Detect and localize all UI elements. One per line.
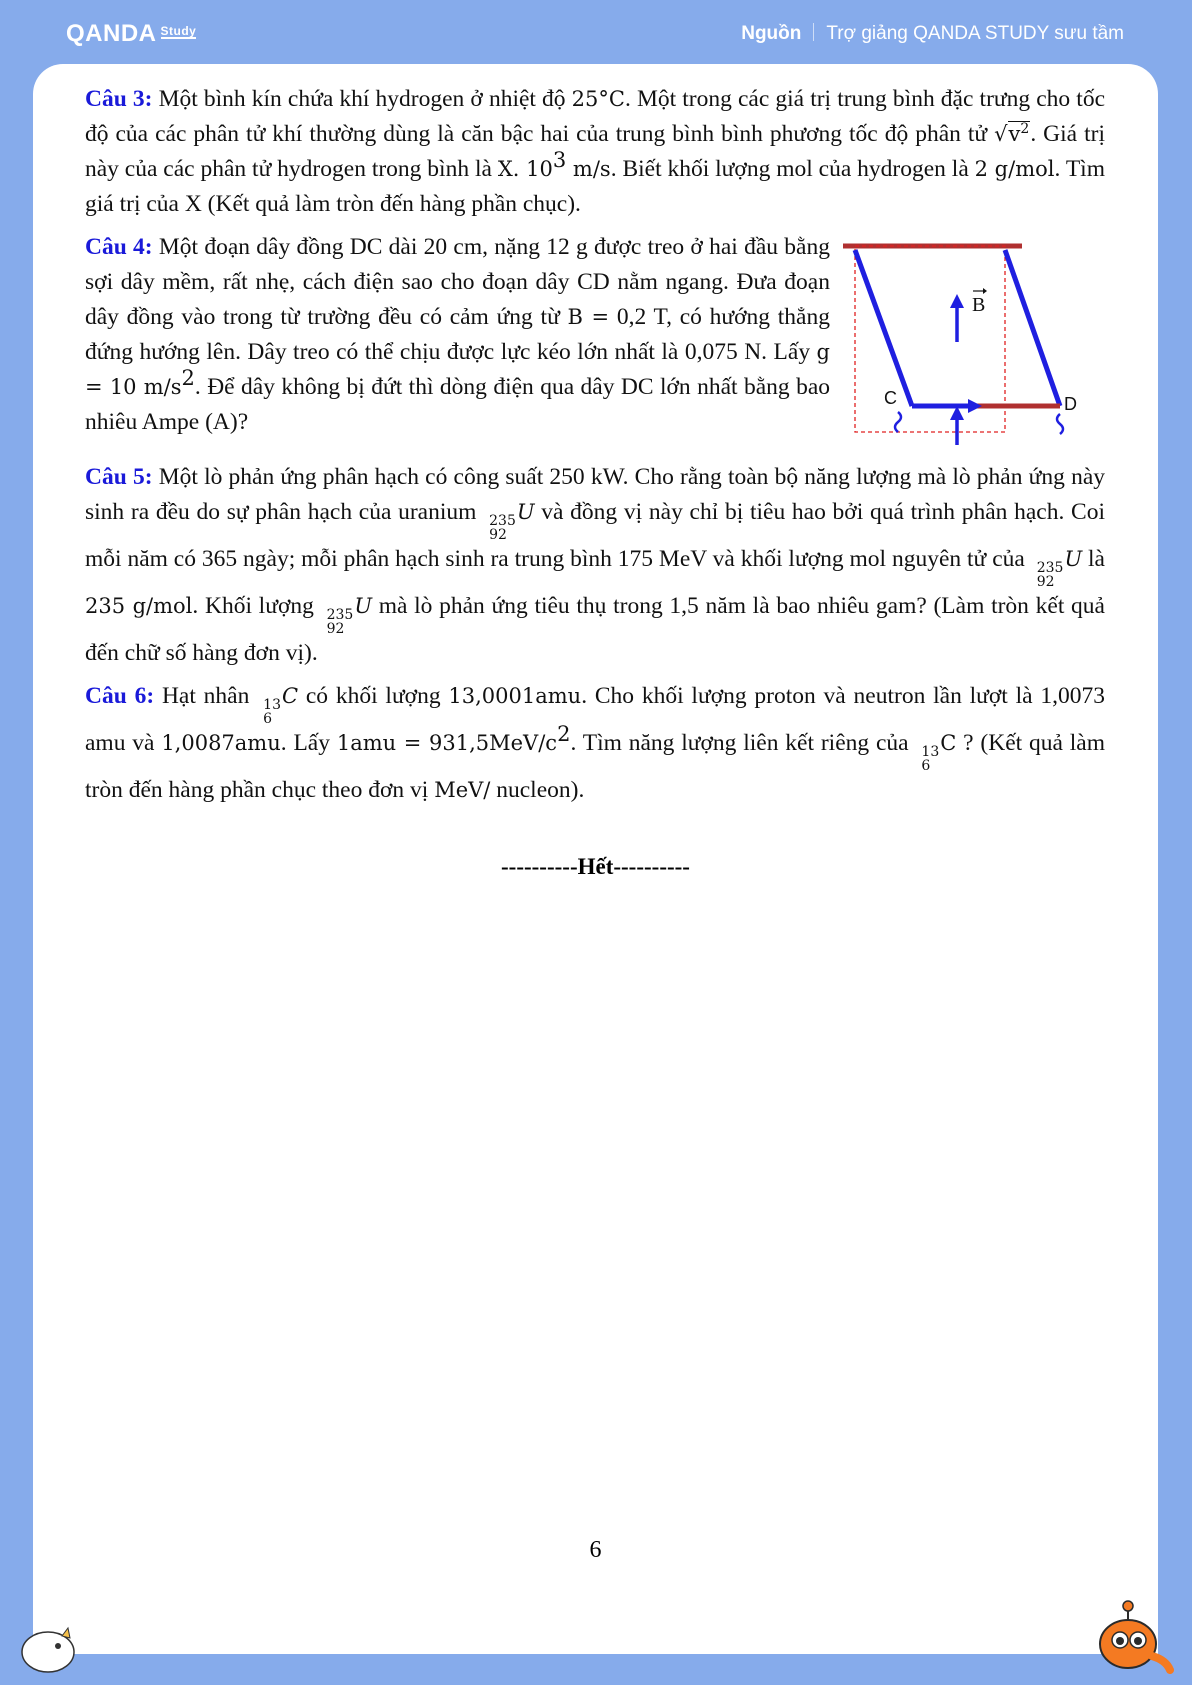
question-4-block <box>85 230 1105 460</box>
math: 13,0001amu <box>448 684 582 708</box>
nuclide-notation <box>327 608 354 636</box>
atomic-number: 6 <box>921 758 931 774</box>
question-3 <box>85 82 1105 222</box>
label-b: B <box>972 294 986 316</box>
math: 25°C <box>571 87 625 111</box>
question-label: Câu 6: <box>85 683 155 709</box>
suspended-wire-diagram <box>840 230 1100 460</box>
text: . Tìm năng lượng liên kết riêng của <box>570 730 916 756</box>
element-symbol: C <box>282 684 299 708</box>
text: ? (Kết quả làm tròn đến hàng phần chục theo đơn vị <box>85 730 1106 803</box>
question-4 <box>85 230 830 440</box>
text: Một đoạn dây đồng DC dài 20 cm, nặng 12 g được treo ở hai đầu bằng sợi dây mềm, rất nhẹ, cách điện sao cho đoạn dây CD nằm ngang. Đưa đoạn dây đồng vào trong từ trường đều có cảm ứng từ <box>85 234 830 330</box>
sqrt-expression: $√v^2$ <box>994 121 1030 146</box>
logo-sub-text: Study <box>160 24 197 38</box>
text: 0,2 T, có hướng thẳng đứng hướng lên. Dây treo có thể chịu được lực kéo lớn nhất là 0,075 N. Lấy <box>85 304 830 365</box>
math: MeV/ <box>434 778 491 802</box>
question-6 <box>85 679 1105 808</box>
math: v <box>1008 122 1021 146</box>
math: 235 g/mol <box>85 594 193 618</box>
orange-mascot-icon <box>1092 1596 1176 1674</box>
lead-wire-d-icon <box>1057 414 1063 434</box>
text: là <box>1082 546 1105 572</box>
text: . Tìm giá trị của X (Kết quả làm tròn đến hàng phần chục). <box>85 156 1105 217</box>
text: . Cho khối lượng proton và neutron lần lượt là 1,0073 amu và <box>85 683 1106 756</box>
divider <box>813 23 814 41</box>
math-exponent: 3 <box>552 148 567 173</box>
text: . Biết khối lượng mol của hydrogen là <box>610 156 975 182</box>
lead-wire-c-icon <box>895 412 901 432</box>
label-c: C <box>884 388 897 408</box>
source-label: Nguồn <box>741 23 802 44</box>
math: 1amu = 931,5MeV/c <box>336 731 558 755</box>
source-text: Trợ giảng QANDA STUDY sưu tầm <box>826 23 1124 44</box>
nuclide-notation <box>921 745 939 773</box>
right-suspension-wire <box>1005 250 1060 406</box>
mass-number: 235 <box>489 513 516 529</box>
current-arrow-icon <box>968 399 982 413</box>
text: . Một trong các giá trị trung bình đặc trưng cho tốc độ của các phân tử khí thường dùng là căn bậc hai của trung bình bình phương tốc độ phân tử <box>85 86 1105 147</box>
question-label: Câu 3: <box>85 86 153 112</box>
atomic-number: 92 <box>489 527 507 543</box>
question-label: Câu 4: <box>85 234 153 260</box>
text: . Giá trị này của các phân tử hydrogen trong bình là <box>85 121 1105 182</box>
nuclide-notation <box>1037 561 1064 589</box>
mass-number: 13 <box>263 697 281 713</box>
atomic-number: 6 <box>263 711 273 727</box>
cat-mascot-icon <box>18 1616 78 1676</box>
math-exponent: 2 <box>181 366 195 391</box>
mass-number: 235 <box>1036 560 1064 576</box>
logo-text: QANDA <box>66 20 157 47</box>
math-exponent: 2 <box>557 722 571 747</box>
math: X. 10 <box>497 157 553 181</box>
text: và đồng vị này chỉ bị tiêu hao bởi quá trình phân hạch. Coi mỗi năm có 365 ngày; mỗi phân hạch sinh ra trung bình 175 MeV và khối lượng mol nguyên tử của <box>85 499 1106 572</box>
math: 1,0087amu <box>161 731 281 755</box>
qanda-logo <box>66 20 196 48</box>
page-content <box>85 82 1105 816</box>
end-marker: ----------Hết---------- <box>501 854 690 879</box>
text: nucleon). <box>490 777 585 803</box>
question-label: Câu 5: <box>85 464 153 490</box>
math: m/s <box>566 157 611 181</box>
element-symbol: U <box>516 500 535 524</box>
nuclide-notation <box>489 514 516 542</box>
text: . Lấy <box>280 730 337 756</box>
header-bar <box>0 0 1192 66</box>
atomic-number: 92 <box>1036 574 1055 590</box>
mass-number: 235 <box>326 607 354 623</box>
field-arrow-top-icon <box>950 294 964 308</box>
element-symbol: U <box>1064 547 1083 571</box>
nuclide-notation <box>263 698 281 726</box>
element-symbol: C <box>940 731 957 755</box>
question-5 <box>85 460 1105 671</box>
left-suspension-wire <box>855 250 912 406</box>
text: Một lò phản ứng phân hạch có công suất 250 kW. Cho rằng toàn bộ năng lượng mà lò phản ứng này sinh ra đều do sự phân hạch của uranium <box>85 464 1105 525</box>
page-number: 6 <box>589 1537 602 1563</box>
math: B = <box>567 305 610 329</box>
element-symbol: U <box>354 594 373 618</box>
label-d: D <box>1064 394 1077 414</box>
mass-number: 13 <box>921 744 940 760</box>
text: mà lò phản ứng tiêu thụ trong 1,5 năm là bao nhiêu gam? (Làm tròn kết quả đến chữ số hàng đơn vị). <box>85 593 1105 666</box>
text: . Khối lượng <box>192 593 321 619</box>
math: g = 10 m/s <box>85 340 830 399</box>
text: . Để dây không bị đứt thì dòng điện qua dây DC lớn nhất bằng bao nhiêu Ampe (A)? <box>85 374 830 435</box>
text: Một bình kín chứa khí hydrogen ở nhiệt độ <box>152 86 572 112</box>
atomic-number: 92 <box>326 621 345 637</box>
source-credit <box>741 23 1124 45</box>
text: có khối lượng <box>298 683 449 709</box>
footer-bar <box>0 1654 1192 1685</box>
math: 2 g/mol <box>974 157 1055 181</box>
text: Hạt nhân <box>154 683 258 709</box>
document-page <box>33 64 1158 1654</box>
